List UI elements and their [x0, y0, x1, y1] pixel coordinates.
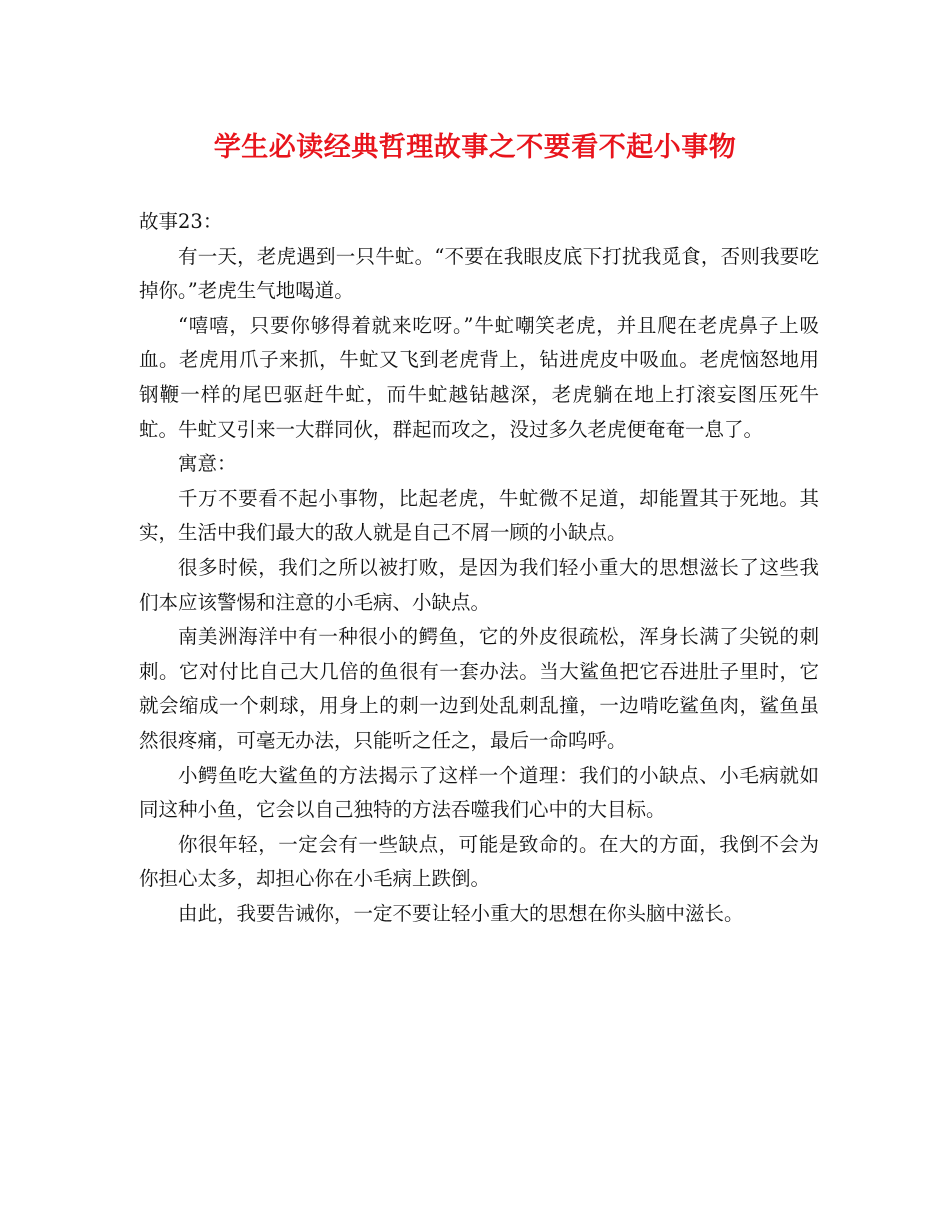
paragraph: 千万不要看不起小事物，比起老虎，牛虻微不足道，却能置其于死地。其实，生活中我们最大的敌人就是自己不屑一顾的小缺点。: [139, 486, 819, 545]
document-body: [139, 205, 819, 931]
paragraph: 有一天，老虎遇到一只牛虻。“不要在我眼皮底下打扰我觅食，否则我要吃掉你。”老虎生气地喝道。: [139, 244, 819, 303]
page-title: 学生必读经典哲理故事之不要看不起小事物: [213, 132, 737, 163]
paragraph: 由此，我要告诫你，一定不要让轻小重大的思想在你头脑中滋长。: [178, 901, 744, 925]
paragraph: “嘻嘻，只要你够得着就来吃呀。”牛虻嘲笑老虎，并且爬在老虎鼻子上吸血。老虎用爪子来抓，牛虻又飞到老虎背上，钻进虎皮中吸血。老虎恼怒地用钢鞭一样的尾巴驱赶牛虻，而牛虻越钻越深，老虎躺在地上打滚妄图压死牛虻。牛虻又引来一大群同伙，群起而攻之，没过多久老虎便奄奄一息了。: [139, 313, 819, 441]
moral-label: 寓意：: [178, 452, 237, 476]
paragraph: 南美洲海洋中有一种很小的鳄鱼，它的外皮很疏松，浑身长满了尖锐的刺刺。它对付比自己大几倍的鱼很有一套办法。当大鲨鱼把它吞进肚子里时，它就会缩成一个刺球，用身上的刺一边到处乱刺乱撞，一边啃吃鲨鱼肉，鲨鱼虽然很疼痛，可毫无办法，只能听之任之，最后一命呜呼。: [139, 625, 819, 752]
paragraph: 你很年轻，一定会有一些缺点，可能是致命的。在大的方面，我倒不会为你担心太多，却担心你在小毛病上跌倒。: [139, 832, 819, 891]
paragraph: 小鳄鱼吃大鲨鱼的方法揭示了这样一个道理：我们的小缺点、小毛病就如同这种小鱼，它会以自己独特的方法吞噬我们心中的大目标。: [139, 763, 819, 822]
story-label: 故事23：: [139, 210, 223, 233]
paragraph: 很多时候，我们之所以被打败，是因为我们轻小重大的思想滋长了这些我们本应该警惕和注意的小毛病、小缺点。: [139, 555, 819, 614]
